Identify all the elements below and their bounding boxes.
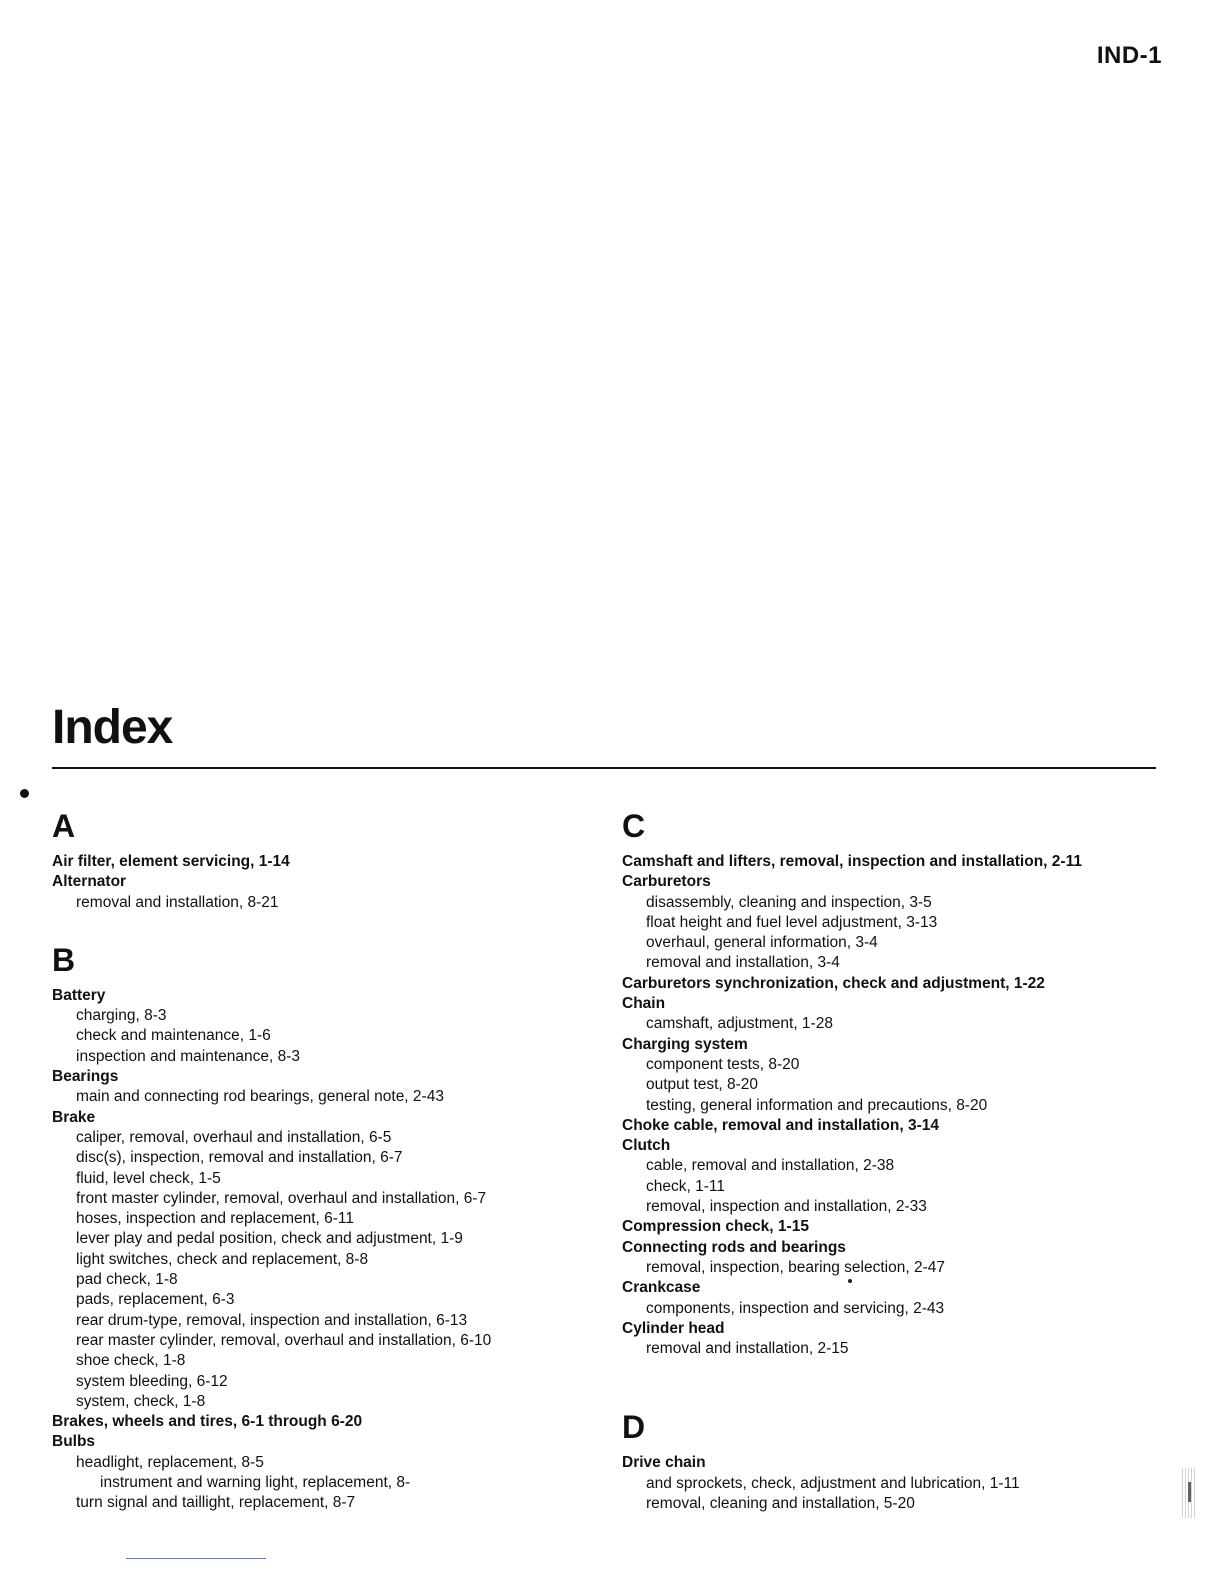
index-heading: Brakes, wheels and tires, 6-1 through 6-20 bbox=[52, 1413, 363, 1431]
section-letter-c: C bbox=[622, 808, 646, 844]
index-heading: Alternator bbox=[52, 873, 127, 891]
index-heading: Brake bbox=[52, 1108, 96, 1126]
index-subentry: pads, replacement, 6-3 bbox=[76, 1291, 235, 1309]
section-b-entries bbox=[52, 986, 612, 1514]
section-spacer bbox=[52, 913, 612, 940]
index-subentry: removal and installation, 8-21 bbox=[76, 893, 279, 911]
index-subentry: component tests, 8-20 bbox=[646, 1055, 800, 1073]
margin-bullet bbox=[20, 789, 29, 798]
section-letter-a: A bbox=[52, 808, 76, 844]
section-c-entries bbox=[622, 852, 1182, 1359]
index-heading: Carburetors synchronization, check and adjustment, 1-22 bbox=[622, 974, 1045, 992]
index-subentry: removal, cleaning and installation, 5-20 bbox=[646, 1495, 915, 1513]
index-subentry: hoses, inspection and replacement, 6-11 bbox=[76, 1210, 355, 1228]
index-heading: Camshaft and lifters, removal, inspection and installation, 2-11 bbox=[622, 853, 1082, 870]
footer-line bbox=[126, 1558, 266, 1559]
edge-scan-mark bbox=[1182, 1468, 1196, 1518]
index-subentry: headlight, replacement, 8-5 bbox=[76, 1453, 264, 1471]
index-heading: Battery bbox=[52, 986, 106, 1004]
index-subentry: shoe check, 1-8 bbox=[76, 1352, 186, 1370]
section-spacer bbox=[622, 1359, 1182, 1407]
index-subentry: removal and installation, 3-4 bbox=[646, 954, 840, 972]
section-d-entries bbox=[622, 1453, 1182, 1514]
index-subentry: light switches, check and replacement, 8-8 bbox=[76, 1250, 369, 1268]
index-heading: Crankcase bbox=[622, 1279, 701, 1297]
index-subentry: removal, inspection, bearing selection, 2-47 bbox=[646, 1258, 945, 1276]
title-rule bbox=[52, 767, 1156, 769]
index-subentry: charging, 8-3 bbox=[76, 1007, 167, 1025]
index-title: Index bbox=[52, 701, 173, 754]
index-heading: Clutch bbox=[622, 1137, 671, 1155]
index-subentry: output test, 8-20 bbox=[646, 1076, 759, 1094]
index-subentry: main and connecting rod bearings, general note, 2-43 bbox=[76, 1088, 444, 1106]
index-subentry: removal and installation, 2-15 bbox=[646, 1340, 849, 1358]
index-heading: Bearings bbox=[52, 1068, 119, 1086]
index-subentry: turn signal and taillight, replacement, 8-7 bbox=[76, 1494, 356, 1512]
index-subentry: overhaul, general information, 3-4 bbox=[646, 934, 878, 952]
index-subentry: lever play and pedal position, check and adjustment, 1-9 bbox=[76, 1230, 463, 1248]
index-subentry: fluid, level check, 1-5 bbox=[76, 1169, 221, 1187]
index-subentry: system, check, 1-8 bbox=[76, 1392, 206, 1410]
index-subentry: check and maintenance, 1-6 bbox=[76, 1027, 271, 1045]
index-subentry: rear master cylinder, removal, overhaul and installation, 6-10 bbox=[76, 1331, 492, 1349]
index-subentry: instrument and warning light, replacement, 8- bbox=[100, 1474, 411, 1492]
index-subentry: disc(s), inspection, removal and installation, 6-7 bbox=[76, 1149, 403, 1167]
index-subentry: and sprockets, check, adjustment and lubrication, 1-11 bbox=[646, 1474, 1020, 1492]
index-subentry: front master cylinder, removal, overhaul and installation, 6-7 bbox=[76, 1189, 487, 1207]
section-letter-b: B bbox=[52, 941, 76, 978]
index-subentry: testing, general information and precautions, 8-20 bbox=[646, 1096, 988, 1114]
index-heading: Cylinder head bbox=[622, 1319, 725, 1337]
page-number: IND-1 bbox=[1096, 42, 1162, 69]
index-heading: Bulbs bbox=[52, 1433, 96, 1451]
index-subentry: camshaft, adjustment, 1-28 bbox=[646, 1015, 833, 1033]
index-heading: Connecting rods and bearings bbox=[622, 1238, 846, 1256]
index-heading: Compression check, 1-15 bbox=[622, 1218, 809, 1236]
index-heading: Air filter, element servicing, 1-14 bbox=[52, 853, 290, 870]
index-column-right bbox=[622, 806, 1182, 1514]
index-subentry: cable, removal and installation, 2-38 bbox=[646, 1157, 895, 1175]
index-subentry: caliper, removal, overhaul and installation, 6-5 bbox=[76, 1128, 392, 1146]
index-subentry: check, 1-11 bbox=[646, 1177, 725, 1195]
stray-dot bbox=[848, 1279, 852, 1283]
index-heading: Drive chain bbox=[622, 1454, 706, 1472]
index-heading: Choke cable, removal and installation, 3-14 bbox=[622, 1116, 939, 1134]
section-letter-d: D bbox=[622, 1409, 646, 1446]
index-subentry: system bleeding, 6-12 bbox=[76, 1372, 228, 1390]
index-subentry: components, inspection and servicing, 2-43 bbox=[646, 1299, 945, 1317]
index-subentry: float height and fuel level adjustment, 3-13 bbox=[646, 913, 938, 931]
index-subentry: rear drum-type, removal, inspection and installation, 6-13 bbox=[76, 1311, 468, 1329]
index-subentry: disassembly, cleaning and inspection, 3-5 bbox=[646, 893, 932, 911]
index-column-left bbox=[52, 806, 612, 1514]
index-subentry: removal, inspection and installation, 2-33 bbox=[646, 1198, 927, 1216]
index-heading: Chain bbox=[622, 995, 666, 1013]
index-subentry: pad check, 1-8 bbox=[76, 1271, 178, 1289]
index-heading: Charging system bbox=[622, 1035, 748, 1053]
section-a-entries bbox=[52, 852, 612, 913]
index-heading: Carburetors bbox=[622, 873, 711, 891]
index-subentry: inspection and maintenance, 8-3 bbox=[76, 1047, 301, 1065]
